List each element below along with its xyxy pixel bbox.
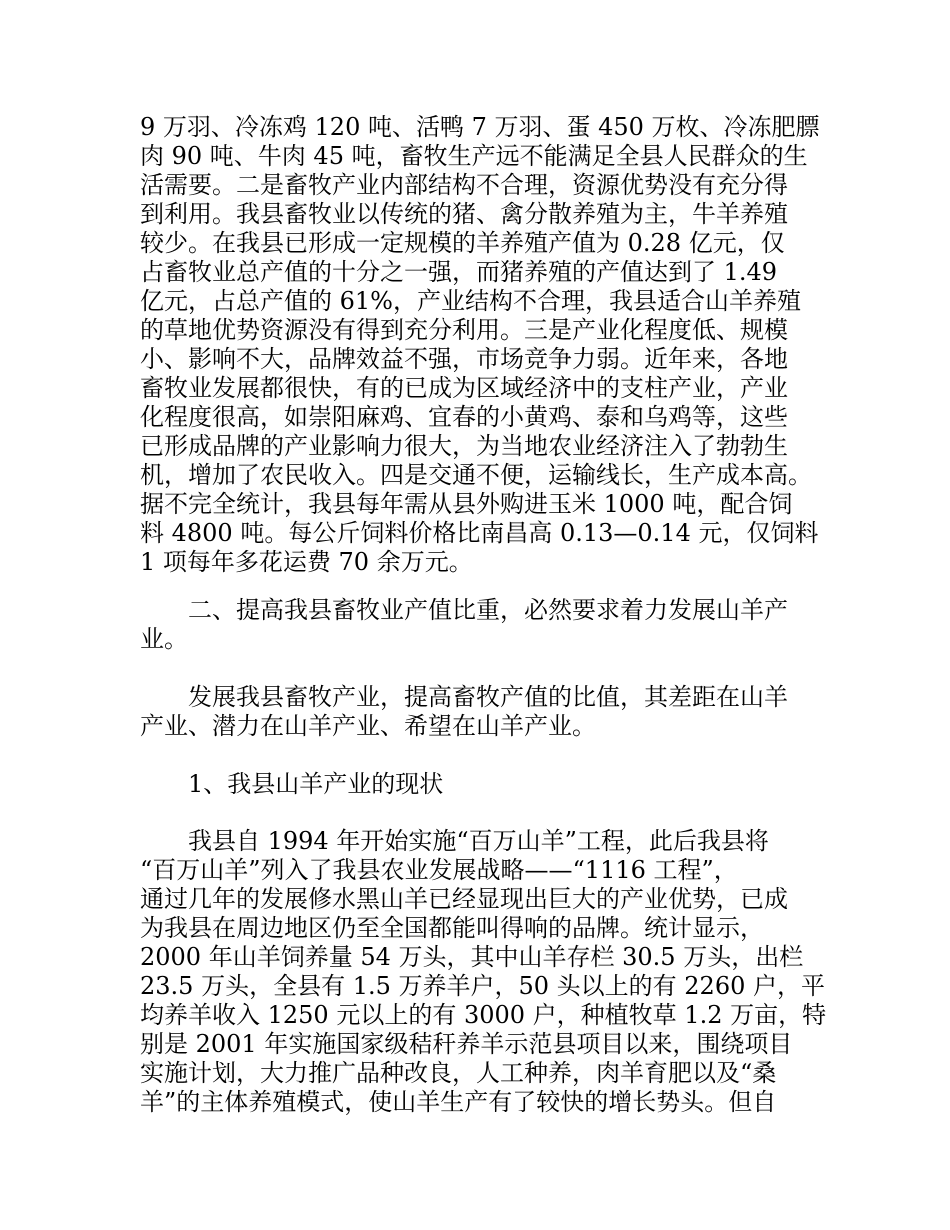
paragraph-line: “百万山羊”列入了我县农业发展战略——“1116 工程”， xyxy=(140,856,738,884)
paragraph-line: 均养羊收入 1250 元以上的有 3000 户，种植牧草 1.2 万亩，特 xyxy=(140,1001,827,1029)
paragraph-line: 化程度很高，如崇阳麻鸡、宜春的小黄鸡、泰和乌鸡等，这些 xyxy=(140,403,788,431)
paragraph-line: 机，增加了农民收入。四是交通不便，运输线长，生产成本高。 xyxy=(140,461,812,489)
paragraph-line: 到利用。我县畜牧业以传统的猪、禽分散养殖为主，牛羊养殖 xyxy=(140,200,788,228)
paragraph-line: 我县自 1994 年开始实施“百万山羊”工程，此后我县将 xyxy=(188,827,769,855)
paragraph-line: 活需要。二是畜牧产业内部结构不合理，资源优势没有充分得 xyxy=(140,171,788,199)
paragraph-line: 23.5 万头，全县有 1.5 万养羊户，50 头以上的有 2260 户，平 xyxy=(140,972,825,1000)
paragraph-line: 据不完全统计，我县每年需从县外购进玉米 1000 吨，配合饲 xyxy=(140,490,793,518)
paragraph-line: 实施计划，大力推广品种改良，人工种养，肉羊育肥以及“桑 xyxy=(140,1059,777,1087)
paragraph-line: 发展我县畜牧产业，提高畜牧产值的比值，其差距在山羊 xyxy=(188,683,788,711)
heading-line: 业。 xyxy=(140,625,188,653)
paragraph-line: 为我县在周边地区仍至全国都能叫得响的品牌。统计显示， xyxy=(140,914,764,942)
paragraph-line: 2000 年山羊饲养量 54 万头，其中山羊存栏 30.5 万头，出栏 xyxy=(140,943,804,971)
heading-line: 1、我县山羊产业的现状 xyxy=(188,770,444,798)
heading-line: 二、提高我县畜牧业产值比重，必然要求着力发展山羊产 xyxy=(188,596,788,624)
paragraph-line: 占畜牧业总产值的十分之一强，而猪养殖的产值达到了 1.49 xyxy=(140,258,778,286)
paragraph-line: 通过几年的发展修水黑山羊已经显现出巨大的产业优势，已成 xyxy=(140,885,788,913)
paragraph-line: 1 项每年多花运费 70 余万元。 xyxy=(140,548,473,576)
paragraph-line: 料 4800 吨。每公斤饲料价格比南昌高 0.13—0.14 元，仅饲料 xyxy=(140,519,819,547)
paragraph-line: 较少。在我县已形成一定规模的羊养殖产值为 0.28 亿元，仅 xyxy=(140,229,785,257)
paragraph-line: 9 万羽、冷冻鸡 120 吨、活鸭 7 万羽、蛋 450 万枚、冷冻肥膘 xyxy=(140,113,820,141)
paragraph-line: 产业、潜力在山羊产业、希望在山羊产业。 xyxy=(140,712,596,740)
paragraph-line: 别是 2001 年实施国家级秸秆养羊示范县项目以来，围绕项目 xyxy=(140,1030,793,1058)
section-heading-two xyxy=(140,596,830,654)
paragraph-line: 畜牧业发展都很快，有的已成为区域经济中的支柱产业，产业 xyxy=(140,374,788,402)
paragraph-development-gap xyxy=(140,683,830,741)
subsection-heading-current-status xyxy=(140,770,830,799)
paragraph-line: 肉 90 吨、牛肉 45 吨，畜牧生产远不能满足全县人民群众的生 xyxy=(140,142,808,170)
paragraph-livestock-problems xyxy=(140,113,830,577)
paragraph-line: 羊”的主体养殖模式，使山羊生产有了较快的增长势头。但自 xyxy=(140,1088,777,1116)
paragraph-line: 小、影响不大，品牌效益不强，市场竞争力弱。近年来，各地 xyxy=(140,345,788,373)
paragraph-goat-industry-status xyxy=(140,827,830,1117)
paragraph-line: 亿元，占总产值的 61%，产业结构不合理，我县适合山羊养殖 xyxy=(140,287,801,315)
paragraph-line: 已形成品牌的产业影响力很大，为当地农业经济注入了勃勃生 xyxy=(140,432,788,460)
paragraph-line: 的草地优势资源没有得到充分利用。三是产业化程度低、规模 xyxy=(140,316,788,344)
